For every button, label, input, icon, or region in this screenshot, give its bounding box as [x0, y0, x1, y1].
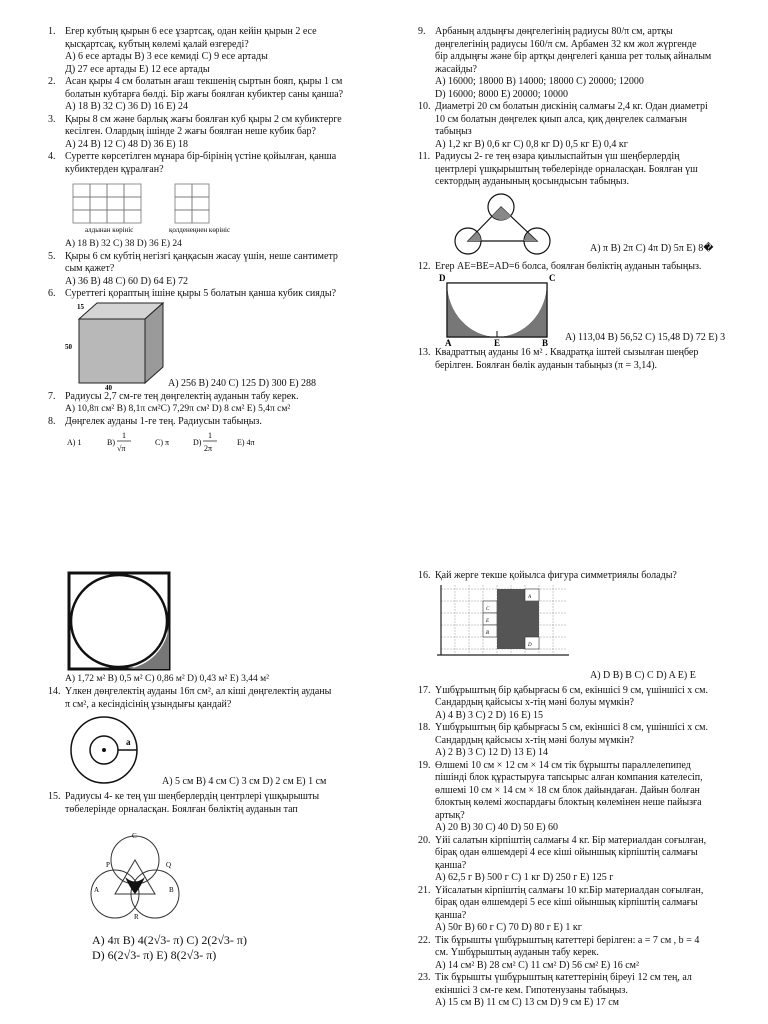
question-20 [418, 835, 750, 885]
left-column [48, 26, 378, 458]
point-label: A [445, 338, 452, 347]
question-number: 9. [418, 26, 426, 37]
answer-options: A) 4 B) 3 C) 2 D) 16 E) 15 [435, 709, 544, 721]
question-number: 8. [48, 415, 56, 427]
question-text: Суретте көрсетілген мұнара бір-бірінің үстіне қойылған, қанша [65, 151, 337, 162]
question-text: Радиусы 2- ге тең өзара қиылыспайтын үш шеңберлердің [435, 151, 680, 162]
question-number: 19. [418, 759, 431, 771]
cell-label: D [528, 642, 532, 648]
question-number: 6. [48, 288, 56, 299]
question-text: Радиусы 2,7 см-ге тең дөңгелектің ауданын табу керек. [65, 390, 299, 402]
answer-options: A) π B) 2π C) 4π D) 5π E) 8� [590, 242, 714, 254]
answer-options: A) 18 B) 32 C) 36 D) 16 E) 24 [65, 101, 189, 112]
answer-options: A) 256 B) 240 C) 125 D) 300 E) 288 [168, 377, 317, 389]
question-number: 20. [418, 834, 431, 846]
answer-options: A) 36 B) 48 C) 60 D) 64 E) 72 [65, 275, 189, 287]
question-text: бір алдыңғы және бір артқы дөңгелегі қанша рет толық айналым [435, 51, 712, 62]
question-22 [418, 935, 750, 973]
question-number: 1. [48, 26, 56, 37]
point-label: D [439, 273, 446, 283]
question-text: берілген. Боялған бөлік ауданын табыңыз (π = 3,14). [435, 359, 658, 371]
question-6 [48, 288, 378, 391]
question-number: 3. [48, 113, 56, 125]
question-text: см. Үшбұрыштың ауданын табу керек. [435, 947, 599, 958]
segment-label: a [126, 737, 131, 747]
question-number: 23. [418, 972, 431, 983]
question-text: жасайды? [435, 63, 477, 75]
arc-region-row [435, 273, 750, 347]
question-text: қанша? [435, 859, 467, 871]
question-text: Үйсалатын кірпіштің салмағы 10 кг.Бір материалдан соғылған, [435, 884, 704, 896]
symmetry-grid-figure [435, 583, 575, 663]
question-10 [418, 101, 750, 151]
answer-options: A) 113,04 B) 56,52 C) 15,48 D) 72 E) 3 [565, 332, 726, 343]
grid-figure-row [435, 583, 750, 681]
question-14 [48, 686, 378, 711]
answer-options: A) D B) B C) C D) A E) E [590, 669, 696, 681]
dimension-label: 50 [65, 342, 72, 351]
question-text: Үшбұрыштың бір қабырғасы 6 см, екіншісі 9 см, үшіншісі x см. [435, 684, 708, 696]
question-text: қысқартсақ, кубтың көлемі қалай өзгереді? [65, 38, 249, 50]
question-13 [418, 347, 750, 372]
question-text: Тік бұрышты үшбұрыштың катеттерінің біреуі 12 см тең, ал [435, 972, 692, 983]
right-column [418, 26, 750, 372]
question-17 [418, 685, 750, 723]
answer-options: A) 18 B) 32 C) 38 D) 36 E) 24 [65, 239, 182, 249]
question-text: Арбаның алдыңғы дөңгелегінің радиусы 80/π см, артқы [435, 26, 673, 37]
question-number: 14. [48, 686, 61, 697]
fraction-numerator: 1 [208, 431, 212, 440]
option-e: E) 4π [237, 438, 255, 447]
cell-label: C [486, 606, 490, 612]
question-text: Асан қыры 4 см болатын ағаш текшенің сыртын бояп, қыры 1 см [65, 76, 343, 87]
point-label: E [494, 338, 501, 347]
question-text: центрлері үшқырыштың төбелерінде орналасқан. Боялған үш [435, 163, 698, 175]
question-number: 21. [418, 884, 431, 896]
question-3 [48, 114, 378, 152]
question-text: Үшбұрыштың бір қабырғасы 5 см, екіншісі 8 см, үшіншісі x см. [435, 722, 708, 733]
question-number: 13. [418, 347, 431, 358]
question-text: Сандардың қайсысы x-тің мәні болуы мүмкін? [435, 697, 634, 708]
question-text: сым қажет? [65, 263, 115, 274]
question-12 [418, 261, 750, 348]
question-8 [48, 416, 378, 459]
question-number: 22. [418, 934, 431, 946]
question-text: Диаметрі 20 см болатын дискінің салмағы 2,4 кг. Одан диаметрі [435, 101, 708, 112]
question-text: төбелерінде орналасқан. Боялған бөліктің ауданын тап [65, 803, 298, 815]
question-2 [48, 76, 378, 114]
answer-options: A) 50г B) 60 г C) 70 D) 80 г E) 1 кг [435, 922, 582, 933]
three-circles-figure [84, 826, 196, 934]
question-text: табыңыз [435, 126, 472, 137]
front-view-grid [73, 184, 141, 223]
question-number: 4. [48, 151, 56, 162]
question-number: 10. [418, 101, 431, 112]
question-text: Қыры 8 см және барлық жағы боялған куб қыры 2 см кубиктерге [65, 113, 342, 125]
question-number: 11. [418, 151, 431, 162]
point-label: B [542, 338, 549, 347]
three-sectors-row [435, 189, 750, 261]
question-text: 10 см болатын дөңгелек қиып алса, қиқ дөңгелек салмағын [435, 113, 687, 125]
cell-label: B [486, 630, 490, 636]
dimension-label: 15 [77, 302, 84, 311]
question-19 [418, 760, 750, 835]
question-21 [418, 885, 750, 935]
question-text: Квадраттың ауданы 16 м² . Квадратқа іштей сызылған шеңбер [435, 347, 699, 358]
point-label: C [132, 832, 137, 840]
question-text: Өлшемі 10 см × 12 см × 14 см тік бұрышты параллелепипед [435, 759, 691, 771]
answer-line: A) 4π B) 4(2√3- π) C) 2(2√3- π) [92, 933, 247, 947]
question-1 [48, 26, 378, 76]
answer-options: A) 10,8π см² B) 8,1π см²C) 7,29π см² D) 8 см² E) 5,4π см² [65, 404, 291, 414]
question-13-answers: A) 1,72 м² B) 0,5 м² C) 0,86 м² D) 0,43 м² E) 3,44 м² [65, 674, 269, 684]
question-text: Дөңгелек ауданы 1-ге тең. Радиусын табыңыз. [65, 415, 262, 427]
question-text: сектордың ауданының қосындысын табыңыз. [435, 176, 629, 187]
box-figure-row [65, 301, 378, 391]
answer-options: A) 5 см B) 4 см C) 3 см D) 2 см E) 1 см [162, 776, 327, 787]
question-text: Радиусы 4- ке тең үш шеңберлердің центрлері үшқырышты [65, 791, 320, 802]
point-label: Q [166, 861, 172, 869]
cell-label: A [528, 594, 532, 600]
point-label: B [169, 886, 174, 894]
question-4 [48, 151, 378, 251]
question-text: қанша? [435, 909, 467, 921]
question-16 [418, 570, 750, 681]
question-7 [48, 391, 378, 416]
question-text: Үлкен дөңгелектің ауданы 16π см², ал кіші дөңгелектің ауданы [65, 686, 332, 697]
question-text: Тік бұрышты үшбұрыштың катеттері берілген: a = 7 см , b = 4 [435, 934, 700, 946]
fraction-numerator: 1 [122, 431, 126, 440]
cell-label: E [486, 618, 490, 624]
question-number: 5. [48, 250, 56, 262]
fraction-denominator: √π [117, 444, 126, 453]
question-text: болатын кубтарға бөлді. Бір жағы боялған кубиктер саны қанша? [65, 88, 344, 100]
question-number: 17. [418, 684, 431, 696]
answer-options: A) 14 см² B) 28 см² C) 11 см² D) 56 см² E) 16 см² [435, 959, 639, 971]
question-number: 18. [418, 722, 431, 733]
box-figure [65, 301, 175, 391]
question-text: π см², а кесіндісінің ұзындығы қандай? [65, 698, 232, 710]
question-5 [48, 251, 378, 289]
answer-options: A) 62,5 г B) 500 г C) 1 кг D) 250 г E) 125 г [435, 872, 614, 883]
question-text: бірақ одан өлшемдері 5 есе кіші ойыншық кірпіштің салмағы [435, 897, 698, 908]
point-label: A [94, 886, 100, 894]
side-view-caption: қолденеңнен көрініс [169, 226, 231, 234]
answer-options: Д) 27 есе артады E) 12 есе артады [65, 63, 210, 75]
side-view-grid [175, 184, 209, 223]
question-text: Сандардың қайсысы x-тің мәні болуы мүмкін? [435, 734, 634, 746]
answer-options: A) 1,2 кг B) 0,6 кг C) 0,8 кг D) 0,5 кг E) 0,4 кг [435, 138, 628, 150]
question-text: Қыры 6 см кубтің негізгі қаңқасын жасау үшін, неше сантиметр [65, 250, 338, 262]
question-number: 12. [418, 260, 431, 272]
question-number: 7. [48, 390, 56, 402]
option-d: D) [193, 438, 202, 447]
option-a: A) 1 [67, 438, 82, 447]
answer-options: A) 20 B) 30 C) 40 D) 50 E) 60 [435, 822, 559, 833]
point-label: P [106, 861, 110, 869]
answer-options: A) 2 B) 3 C) 12 D) 13 E) 14 [435, 747, 549, 758]
answer-options: А) 6 есе артады B) 3 есе кемиді C) 9 есе артады [65, 51, 268, 62]
answer-options [92, 933, 247, 963]
point-label: C [549, 273, 556, 283]
question-11 [418, 151, 750, 261]
question-9 [418, 26, 750, 101]
option-b: B) [107, 438, 115, 447]
arc-region-figure [435, 273, 565, 347]
question-text: екіншісі 3 см-ге кем. Гипотенузаны табыңыз. [435, 984, 628, 996]
question-text: кесілген. Олардың ішінде 2 жағы боялған неше кубик бар? [65, 126, 316, 137]
answer-line: D) 6(2√3- π) E) 8(2√3- π) [92, 948, 217, 962]
answer-options: D) 16000; 8000 E) 20000; 10000 [435, 88, 569, 100]
answer-options: A) 24 B) 12 C) 48 D) 36 E) 18 [65, 138, 189, 150]
question-text: Үйі салатын кірпіштің салмағы 4 кг. Бір материалдан соғылған, [435, 834, 707, 846]
right-column-lower [418, 570, 750, 1010]
question-text: пішінді блок құрастыруға тапсырыс алған компания кателесіп, [435, 772, 703, 783]
answer-options: A) 15 см B) 11 см C) 13 см D) 9 см E) 17 см [435, 997, 620, 1008]
square-circle-figure [67, 571, 171, 671]
question-text: Қай жерге текше қойылса фигура симметриялы болады? [435, 570, 677, 581]
answer-options: A) 16000; 18000 B) 14000; 18000 C) 20000; 12000 [435, 76, 644, 87]
question-number: 16. [418, 570, 431, 581]
point-label: R [134, 913, 139, 921]
concentric-circles-figure [68, 714, 148, 786]
question-text: дөңгелегінің радиусы 160/π см. Арбамен 32 км жол жүргенде [435, 38, 697, 50]
front-view-caption: алдынан көрініс [85, 226, 134, 234]
radius-options [65, 428, 325, 458]
question-text: Егер кубтың қырын 6 есе ұзартсақ, одан кейін қырын 2 есе [65, 26, 317, 37]
fraction-denominator: 2π [204, 444, 213, 453]
question-15 [48, 791, 378, 816]
option-c: C) π [155, 438, 170, 447]
question-text: бірақ одан өлшемдері 4 есе кіші ойыншық кірпіштің салмағы [435, 847, 698, 858]
question-number: 15. [48, 791, 61, 802]
question-23 [418, 972, 750, 1010]
question-text: Суреттегі қораптың ішіне қыры 5 болатын қанша кубик сияды? [65, 288, 337, 299]
question-text: артық? [435, 809, 465, 821]
question-text: блоктың көлемі жоспардағы блоктың көлемінен неше пайызға [435, 797, 702, 808]
question-text: өлшемі 10 см × 14 см × 18 см блок дайындаған. Дайын болған [435, 784, 700, 796]
question-18 [418, 722, 750, 760]
three-sectors-figure [451, 191, 561, 261]
tower-views-figure [65, 178, 245, 238]
question-number: 2. [48, 76, 56, 87]
question-text: Егер AE=BE=AD=6 болса, боялған бөліктің ауданын табыңыз. [435, 260, 702, 272]
dimension-label: 40 [105, 383, 112, 391]
question-text: кубиктерден құралған? [65, 163, 164, 175]
